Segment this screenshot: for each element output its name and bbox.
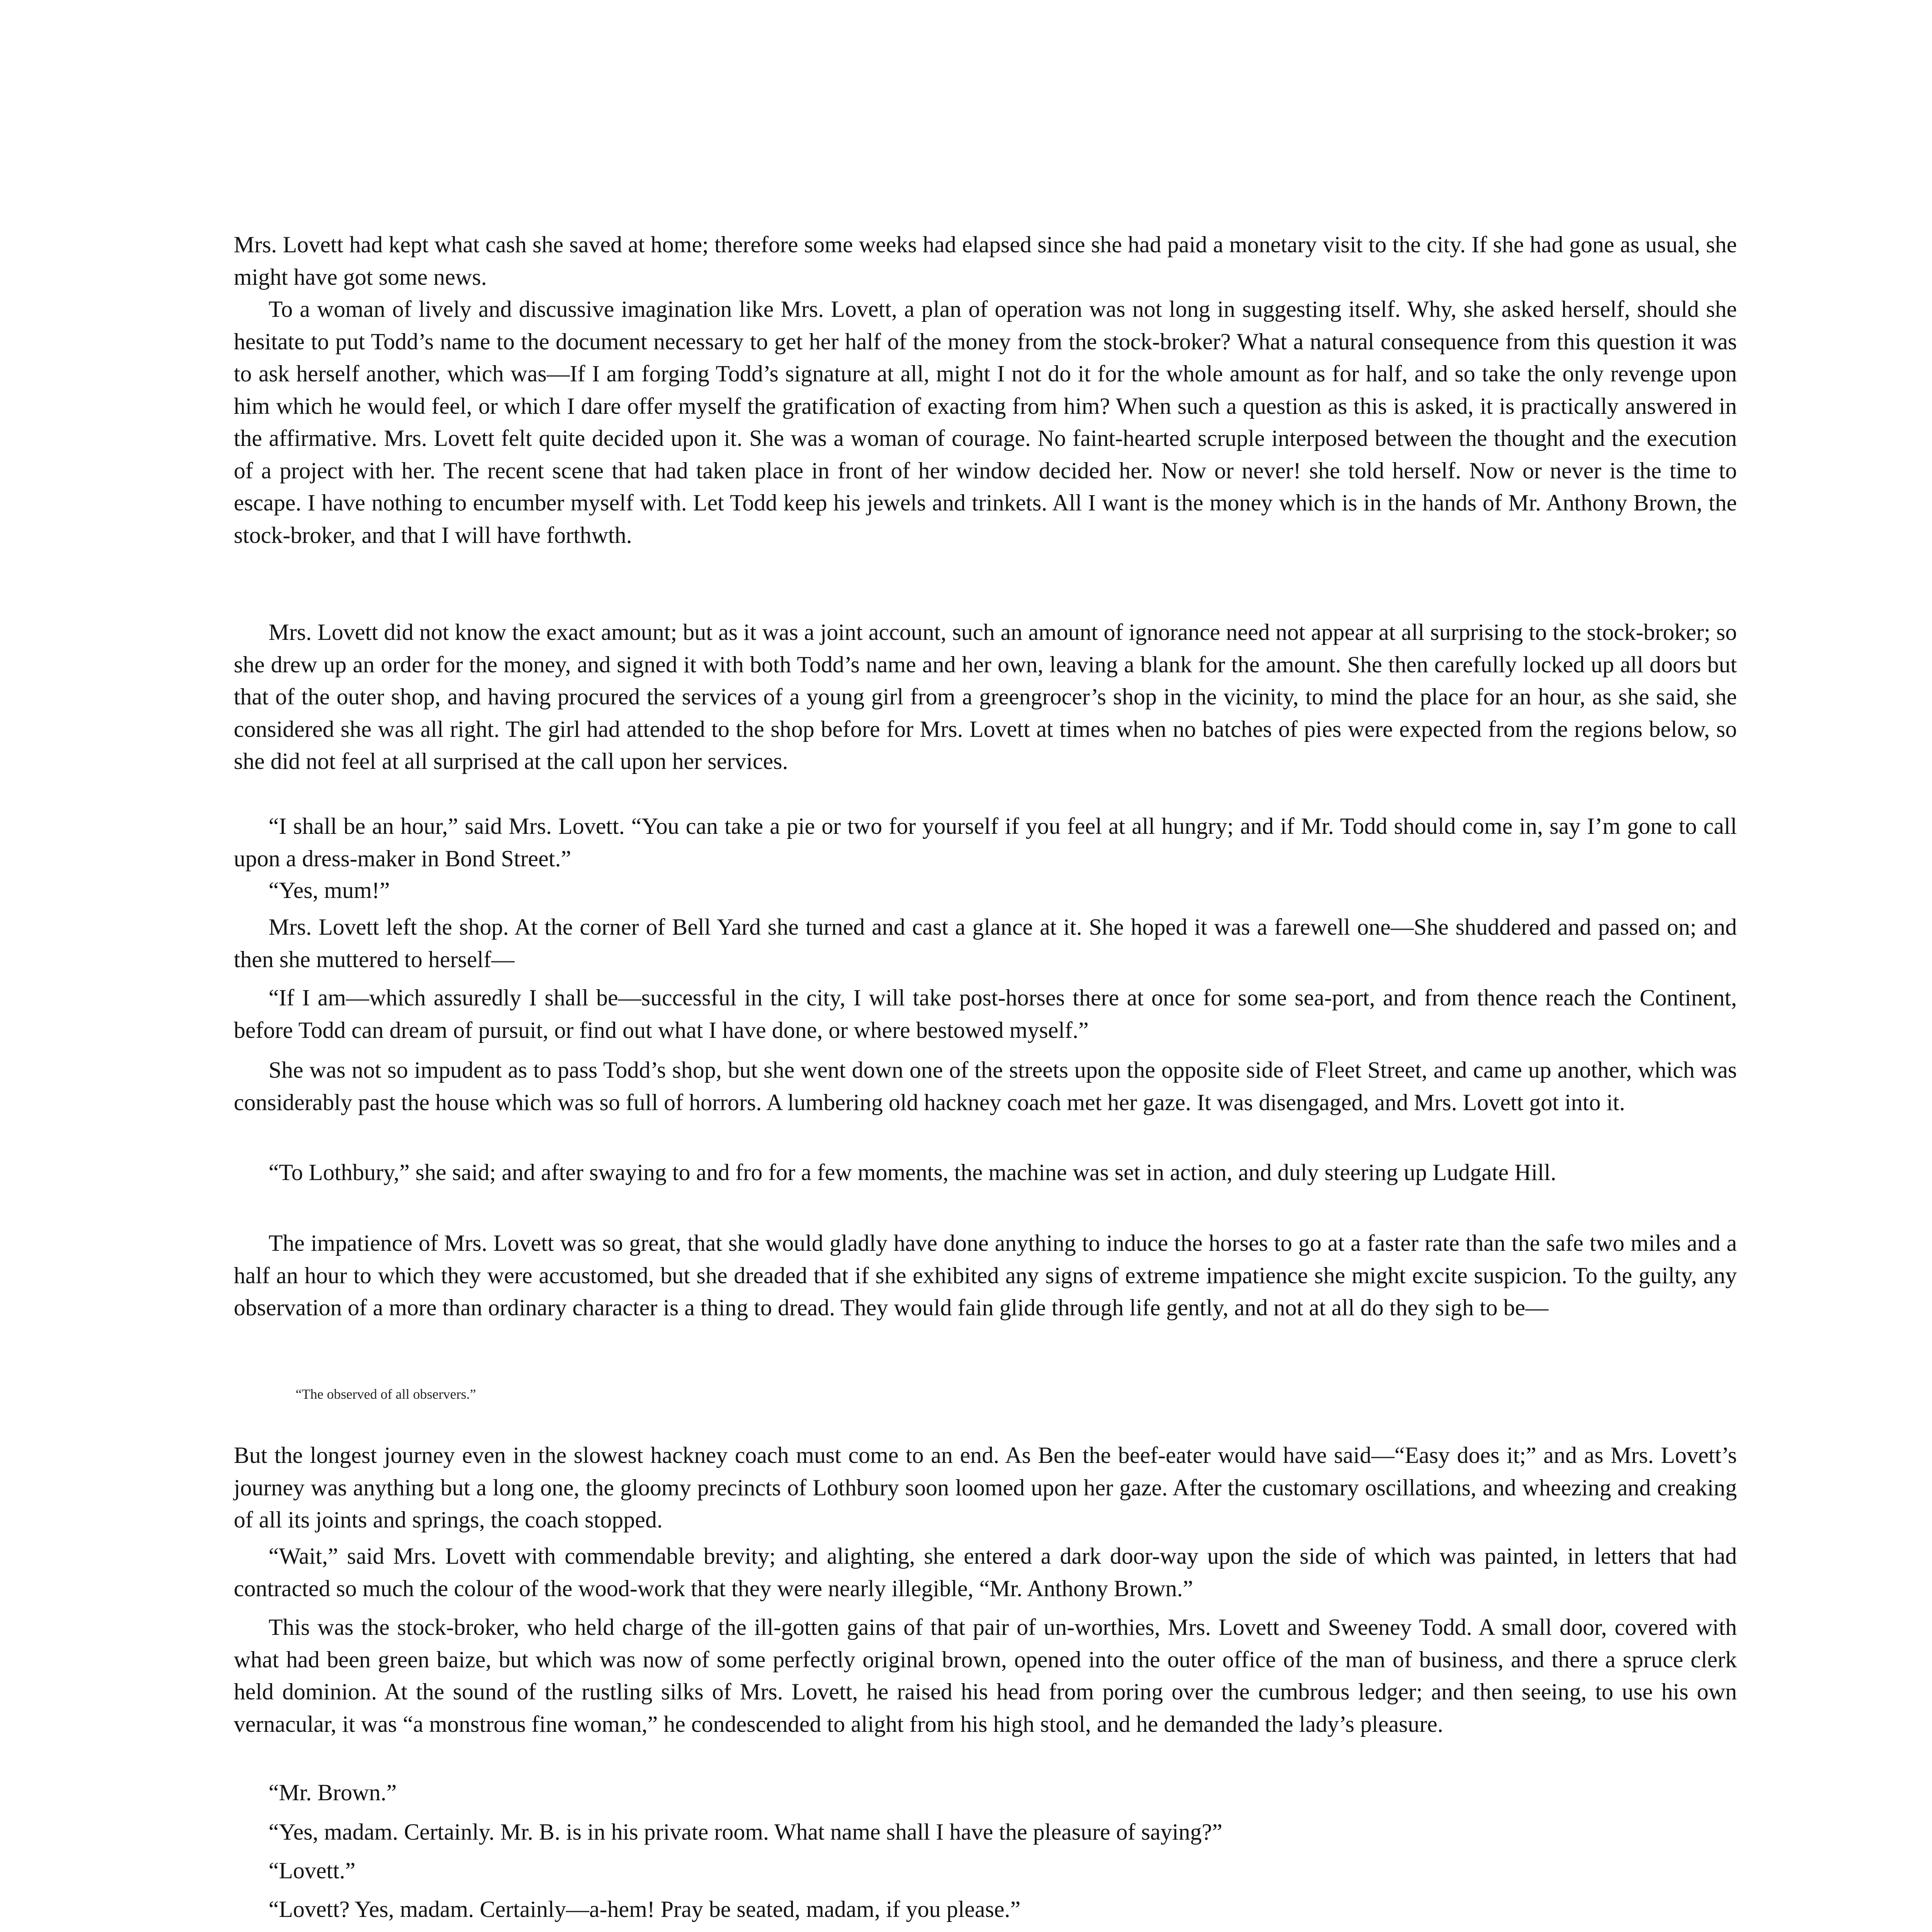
- paragraph: “I shall be an hour,” said Mrs. Lovett. “You can take a pie or two for yourself if you feel at all hungry; and if Mr. Todd should come in, say I’m gone to call upon a dress-maker in Bond Street.”: [234, 813, 1737, 871]
- paragraph: “Yes, mum!”: [269, 878, 390, 903]
- paragraph: “Lovett? Yes, madam. Certainly—a-hem! Pray be seated, madam, if you please.”: [269, 1896, 1021, 1922]
- paragraph: To a woman of lively and discussive imagination like Mrs. Lovett, a plan of operation was not long in suggesting itself. Why, she asked herself, should she hesitate to put Todd’s name to the document necessary to get her half of the money from the stock-broker? What a natural consequence from this question it was to ask herself another, which was—If I am forging Todd’s signature at all, might I not do it for the whole amount as for half, and so take the only revenge upon him which he would feel, or which I dare offer myself the gratification of exacting from him? When such a question as this is asked, it is practically answered in the affirmative. Mrs. Lovett felt quite decided upon it. She was a woman of courage. No faint-hearted scruple interposed between the thought and the execution of a project with her. The recent scene that had taken place in front of her window decided her. Now or never! she told herself. Now or never is the time to escape. I have nothing to encumber myself with. Let Todd keep his jewels and trinkets. All I want is the money which is in the hands of Mr. Anthony Brown, the stock-broker, and that I will have forthwth.: [234, 296, 1737, 548]
- paragraph: “Yes, madam. Certainly. Mr. B. is in his private room. What name shall I have the pleasure of saying?”: [269, 1819, 1223, 1845]
- block-quotation: “The observed of all observers.”: [296, 1386, 476, 1402]
- paragraph: “To Lothbury,” she said; and after swaying to and fro for a few moments, the machine was set in action, and duly steering up Ludgate Hill.: [269, 1160, 1556, 1185]
- paragraph: “Wait,” said Mrs. Lovett with commendable brevity; and alighting, she entered a dark door-way upon the side of which was painted, in letters that had contracted so much the colour of the wood-work that they were nearly illegible, “Mr. Anthony Brown.”: [234, 1543, 1737, 1601]
- paragraph: Mrs. Lovett left the shop. At the corner of Bell Yard she turned and cast a glance at it. She hoped it was a farewell one—She shuddered and passed on; and then she muttered to herself—: [234, 914, 1737, 972]
- paragraph: This was the stock-broker, who held charge of the ill-gotten gains of that pair of un-worthies, Mrs. Lovett and Sweeney Todd. A small door, covered with what had been green baize, but which was now of some perfectly original brown, opened into the outer office of the man of business, and there a spruce clerk held dominion. At the sound of the rustling silks of Mrs. Lovett, he raised his head from poring over the cumbrous ledger; and then seeing, to use his own vernacular, it was “a monstrous fine woman,” he condescended to alight from his high stool, and he demanded the lady’s pleasure.: [234, 1614, 1737, 1737]
- paragraph: She was not so impudent as to pass Todd’s shop, but she went down one of the streets upon the opposite side of Fleet Street, and came up another, which was considerably past the house which was so full of horrors. A lumbering old hackney coach met her gaze. It was disengaged, and Mrs. Lovett got into it.: [234, 1057, 1737, 1115]
- paragraph: “If I am—which assuredly I shall be—successful in the city, I will take post-horses there at once for some sea-port, and from thence reach the Continent, before Todd can dream of pursuit, or find out what I have done, or where bestowed myself.”: [234, 985, 1737, 1043]
- paragraph: Mrs. Lovett did not know the exact amount; but as it was a joint account, such an amount of ignorance need not appear at all surprising to the stock-broker; so she drew up an order for the money, and signed it with both Todd’s name and her own, leaving a blank for the amount. She then carefully locked up all doors but that of the outer shop, and having procured the services of a young girl from a greengrocer’s shop in the vicinity, to mind the place for an hour, as she said, she considered she was all right. The girl had attended to the shop before for Mrs. Lovett at times when no batches of pies were expected from the regions below, so she did not feel at all surprised at the call upon her services.: [234, 619, 1737, 774]
- paragraph: But the longest journey even in the slowest hackney coach must come to an end. As Ben the beef-eater would have said—“Easy does it;” and as Mrs. Lovett’s journey was anything but a long one, the gloomy precincts of Lothbury soon loomed upon her gaze. After the customary oscillations, and wheezing and creaking of all its joints and springs, the coach stopped.: [234, 1442, 1737, 1532]
- paragraph: “Lovett.”: [269, 1858, 355, 1883]
- paragraph: The impatience of Mrs. Lovett was so great, that she would gladly have done anything to induce the horses to go at a faster rate than the safe two miles and a half an hour to which they were accustomed, but she dreaded that if she exhibited any signs of extreme impatience she might excite suspicion. To the guilty, any observation of a more than ordinary character is a thing to dread. They would fain glide through life gently, and not at all do they sigh to be—: [234, 1230, 1737, 1320]
- paragraph: “Mr. Brown.”: [269, 1780, 397, 1805]
- paragraph: Mrs. Lovett had kept what cash she saved at home; therefore some weeks had elapsed since she had paid a monetary visit to the city. If she had gone as usual, she might have got some news.: [234, 232, 1737, 290]
